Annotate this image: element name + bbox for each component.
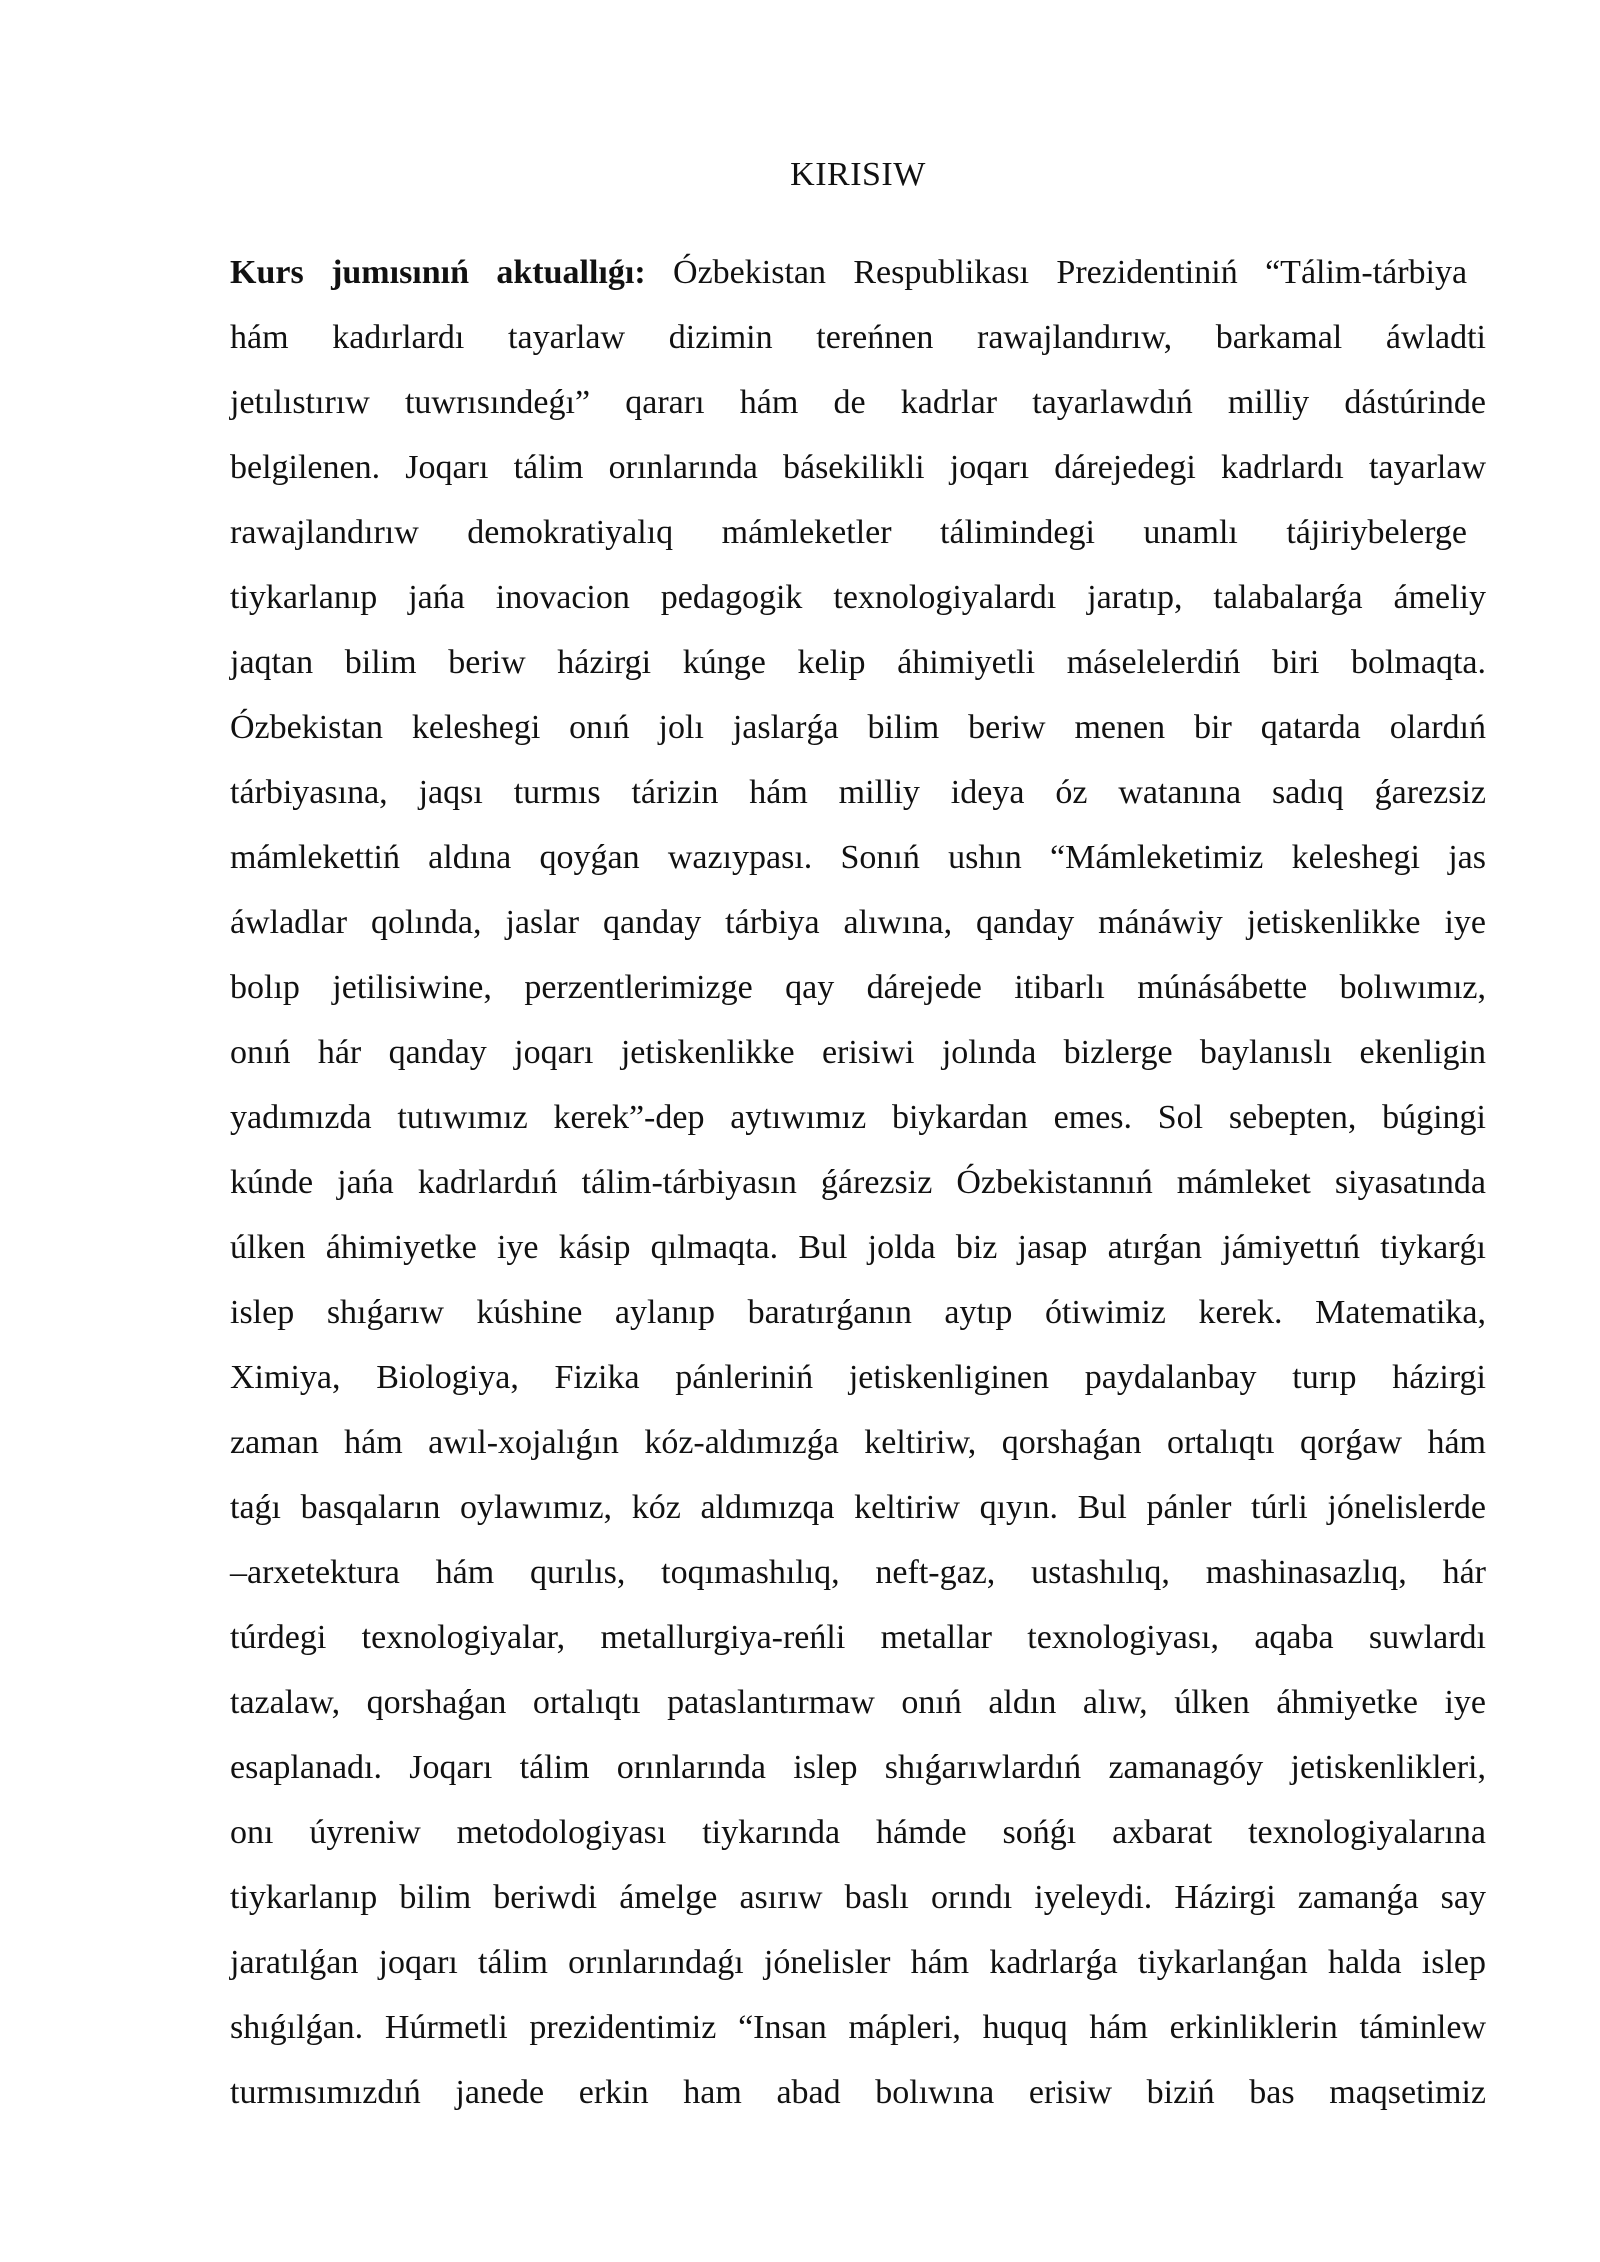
paragraph-line: jaqtan bilim beriw házirgi kúnge kelip áhimiyetli máselelerdiń biri bolmaqta. bbox=[230, 644, 1486, 681]
paragraph-line: jetılıstırıw tuwrısındeǵı” qararı hám de kadrlar tayarlawdıń milliy dástúrinde bbox=[230, 384, 1486, 421]
lead-label: Kurs jumısınıń aktuallıǵı: bbox=[230, 254, 646, 291]
paragraph-line: túrdegi texnologiyalar, metallurgiya-reńli metallar texnologiyası, aqaba suwlardı bbox=[230, 1619, 1486, 1656]
paragraph-line: Ximiya, Biologiya, Fizika pánleriniń jetiskenliginen paydalanbay turıp házirgi bbox=[230, 1359, 1486, 1396]
paragraph-line: úlken áhimiyetke iye kásip qılmaqta. Bul jolda biz jasap atırǵan jámiyettıń tiykarǵı bbox=[230, 1229, 1486, 1266]
paragraph-line: mámlekettiń aldına qoyǵan wazıypası. Sonıń ushın “Mámleketimiz keleshegi jas bbox=[230, 839, 1486, 876]
paragraph-line: jaratılǵan joqarı tálim orınlarındaǵı jónelisler hám kadrlarǵa tiykarlanǵan halda islep bbox=[230, 1944, 1486, 1981]
paragraph-line: hám kadırlardı tayarlaw dizimin tereńnen rawajlandırıw, barkamal áwladti bbox=[230, 319, 1486, 356]
paragraph-line: tárbiyasına, jaqsı turmıs tárizin hám milliy ideya óz watanına sadıq ǵarezsiz bbox=[230, 774, 1486, 811]
paragraph-line: onıń hár qanday joqarı jetiskenlikke erisiwi jolında bizlerge baylanıslı ekenligin bbox=[230, 1034, 1486, 1071]
paragraph-line: taǵı basqaların oylawımız, kóz aldımızqa keltiriw qıyın. Bul pánler túrli jónelislerde bbox=[230, 1489, 1486, 1526]
paragraph-line: belgilenen. Joqarı tálim orınlarında básekilikli joqarı dárejedegi kadrlardı tayarlaw bbox=[230, 449, 1486, 486]
line-text: Ózbekistan Respublikası Prezidentiniń “Tálim-tárbiya bbox=[673, 254, 1468, 291]
paragraph-line: rawajlandırıw demokratiyalıq mámleketler tálimindegi unamlı tájiriybelerge bbox=[230, 514, 1467, 551]
section-heading: KIRISIW bbox=[790, 156, 926, 193]
paragraph-line: esaplanadı. Joqarı tálim orınlarında islep shıǵarıwlardıń zamanagóy jetiskenlikleri, bbox=[230, 1749, 1486, 1786]
paragraph-line: yadımızda tutıwımız kerek”-dep aytıwımız biykardan emes. Sol sebepten, búgingi bbox=[230, 1099, 1486, 1136]
paragraph-line: tazalaw, qorshaǵan ortalıqtı pataslantırmaw onıń aldın alıw, úlken áhmiyetke iye bbox=[230, 1684, 1486, 1721]
paragraph-line: turmısımızdıń janede erkin ham abad bolıwına erisiw biziń bas maqsetimiz bbox=[230, 2074, 1486, 2111]
paragraph-line: tiykarlanıp bilim beriwdi ámelge asırıw baslı orındı iyeleydi. Házirgi zamanǵa say bbox=[230, 1879, 1486, 1916]
paragraph-line: tiykarlanıp jańa inovacion pedagogik texnologiyalardı jaratıp, talabalarǵa ámeliy bbox=[230, 579, 1486, 616]
paragraph-line: islep shıǵarıw kúshine aylanıp baratırǵanın aytıp ótiwimiz kerek. Matematika, bbox=[230, 1294, 1486, 1331]
paragraph-line: onı úyreniw metodologiyası tiykarında hámde sońǵı axbarat texnologiyalarına bbox=[230, 1814, 1486, 1851]
paragraph-line: zaman hám awıl-xojalıǵın kóz-aldımızǵa keltiriw, qorshaǵan ortalıqtı qorǵaw hám bbox=[230, 1424, 1486, 1461]
paragraph-line: shıǵılǵan. Húrmetli prezidentimiz “Insan mápleri, huquq hám erkinliklerin táminlew bbox=[230, 2009, 1486, 2046]
body-paragraph bbox=[230, 240, 1486, 2125]
paragraph-line bbox=[230, 240, 1486, 305]
paragraph-line: –arxetektura hám qurılıs, toqımashılıq, neft-gaz, ustashılıq, mashinasazlıq, hár bbox=[230, 1554, 1486, 1591]
paragraph-line: Ózbekistan keleshegi onıń jolı jaslarǵa bilim beriw menen bir qatarda olardıń bbox=[230, 709, 1486, 746]
paragraph-line: kúnde jańa kadrlardıń tálim-tárbiyasın ǵárezsiz Ózbekistannıń mámleket siyasatında bbox=[230, 1164, 1486, 1201]
paragraph-line: bolıp jetilisiwine, perzentlerimizge qay dárejede itibarlı múnásábette bolıwımız, bbox=[230, 969, 1486, 1006]
paragraph-line: áwladlar qolında, jaslar qanday tárbiya alıwına, qanday mánáwiy jetiskenlikke iye bbox=[230, 904, 1486, 941]
